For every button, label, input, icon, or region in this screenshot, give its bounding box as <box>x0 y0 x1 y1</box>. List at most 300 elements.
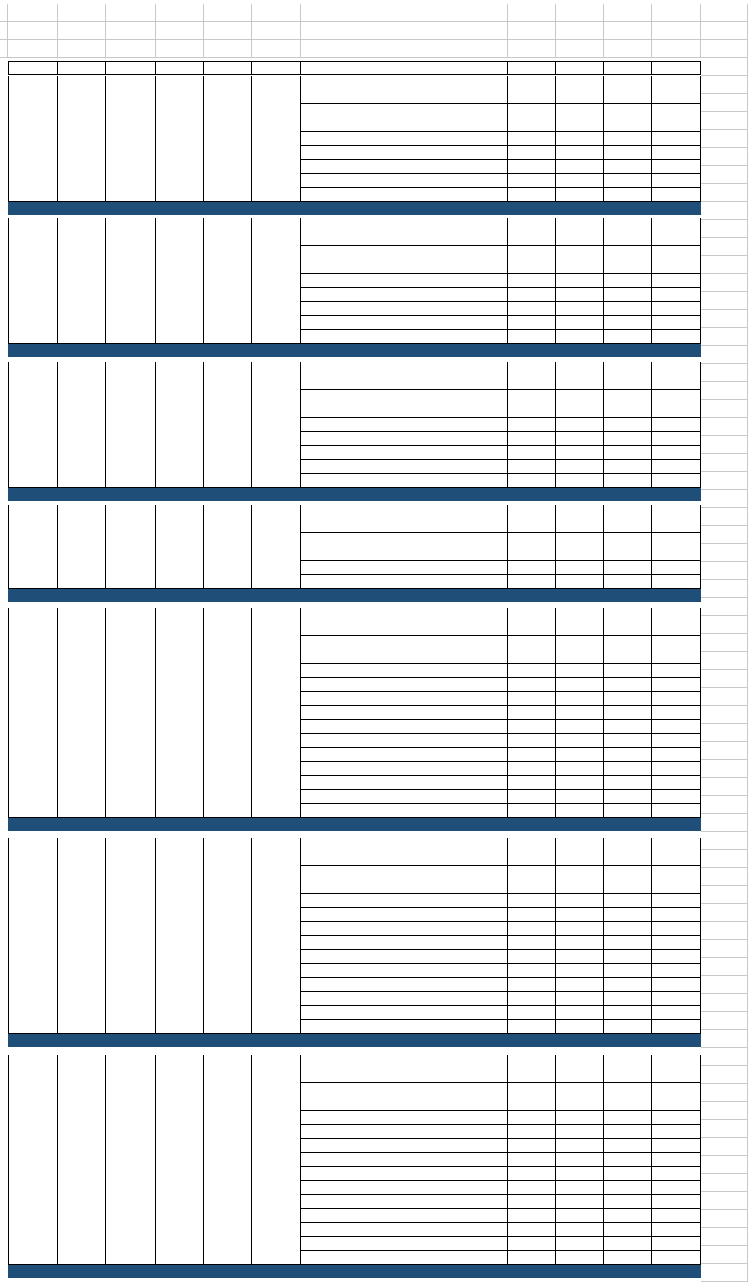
empty-cell[interactable] <box>701 76 748 94</box>
resource-price[interactable] <box>604 188 652 202</box>
resource-price[interactable] <box>604 474 652 488</box>
resource-price[interactable] <box>604 218 652 246</box>
resource-qty[interactable] <box>508 762 556 776</box>
empty-cell[interactable] <box>701 1156 748 1174</box>
resource-qty[interactable] <box>508 1251 556 1265</box>
resource-price[interactable] <box>604 608 652 636</box>
resource-unit[interactable] <box>556 218 604 246</box>
resource-name[interactable] <box>301 1125 508 1139</box>
quota-code[interactable] <box>8 505 58 589</box>
resource-name[interactable] <box>301 474 508 488</box>
resource-price[interactable] <box>604 838 652 866</box>
empty-cell[interactable] <box>604 22 652 40</box>
resource-qty[interactable] <box>508 866 556 894</box>
empty-cell[interactable] <box>701 976 748 994</box>
resource-unit[interactable] <box>556 720 604 734</box>
empty-cell[interactable] <box>508 22 556 40</box>
resource-qty[interactable] <box>508 734 556 748</box>
resource-qty[interactable] <box>508 174 556 188</box>
resource-unit[interactable] <box>556 978 604 992</box>
resource-total[interactable] <box>652 1125 701 1139</box>
empty-cell[interactable] <box>701 220 748 238</box>
resource-unit[interactable] <box>556 922 604 936</box>
empty-cell[interactable] <box>701 922 748 940</box>
resource-unit[interactable] <box>556 776 604 790</box>
resource-price[interactable] <box>604 132 652 146</box>
empty-cell[interactable] <box>701 346 748 364</box>
resource-total[interactable] <box>652 132 701 146</box>
quota-type[interactable] <box>106 76 156 202</box>
resource-total[interactable] <box>652 188 701 202</box>
resource-price[interactable] <box>604 160 652 174</box>
resource-name[interactable] <box>301 936 508 950</box>
resource-unit[interactable] <box>556 288 604 302</box>
resource-unit[interactable] <box>556 964 604 978</box>
resource-total[interactable] <box>652 992 701 1006</box>
resource-unit[interactable] <box>556 1181 604 1195</box>
resource-price[interactable] <box>604 446 652 460</box>
empty-cell[interactable] <box>701 454 748 472</box>
header-7[interactable] <box>508 61 556 75</box>
quota-type[interactable] <box>106 505 156 589</box>
resource-qty[interactable] <box>508 706 556 720</box>
resource-name[interactable] <box>301 762 508 776</box>
resource-total[interactable] <box>652 1006 701 1020</box>
resource-qty[interactable] <box>508 748 556 762</box>
resource-price[interactable] <box>604 330 652 344</box>
resource-qty[interactable] <box>508 894 556 908</box>
resource-unit[interactable] <box>556 636 604 664</box>
resource-total[interactable] <box>652 274 701 288</box>
resource-name[interactable] <box>301 734 508 748</box>
resource-total[interactable] <box>652 762 701 776</box>
resource-qty[interactable] <box>508 160 556 174</box>
empty-cell[interactable] <box>701 436 748 454</box>
empty-cell[interactable] <box>701 688 748 706</box>
resource-qty[interactable] <box>508 1111 556 1125</box>
empty-cell[interactable] <box>701 130 748 148</box>
header-3[interactable] <box>156 61 204 75</box>
resource-name[interactable] <box>301 692 508 706</box>
resource-name[interactable] <box>301 505 508 533</box>
quota-code[interactable] <box>8 76 58 202</box>
resource-name[interactable] <box>301 992 508 1006</box>
resource-name[interactable] <box>301 894 508 908</box>
resource-name[interactable] <box>301 908 508 922</box>
resource-unit[interactable] <box>556 316 604 330</box>
resource-name[interactable] <box>301 446 508 460</box>
resource-unit[interactable] <box>556 561 604 575</box>
resource-qty[interactable] <box>508 104 556 132</box>
resource-qty[interactable] <box>508 1223 556 1237</box>
empty-cell[interactable] <box>701 580 748 598</box>
quota-price[interactable] <box>252 838 301 1034</box>
empty-cell[interactable] <box>252 22 301 40</box>
resource-price[interactable] <box>604 1167 652 1181</box>
resource-qty[interactable] <box>508 1167 556 1181</box>
resource-price[interactable] <box>604 1181 652 1195</box>
resource-total[interactable] <box>652 160 701 174</box>
empty-cell[interactable] <box>701 1120 748 1138</box>
resource-total[interactable] <box>652 418 701 432</box>
resource-total[interactable] <box>652 362 701 390</box>
empty-cell[interactable] <box>701 1048 748 1066</box>
resource-unit[interactable] <box>556 706 604 720</box>
resource-price[interactable] <box>604 762 652 776</box>
empty-cell[interactable] <box>701 958 748 976</box>
quota-type[interactable] <box>106 362 156 488</box>
resource-qty[interactable] <box>508 575 556 589</box>
empty-cell[interactable] <box>701 1030 748 1048</box>
resource-name[interactable] <box>301 1153 508 1167</box>
resource-price[interactable] <box>604 664 652 678</box>
resource-unit[interactable] <box>556 132 604 146</box>
resource-name[interactable] <box>301 330 508 344</box>
empty-cell[interactable] <box>8 4 58 22</box>
empty-cell[interactable] <box>701 184 748 202</box>
resource-total[interactable] <box>652 1153 701 1167</box>
resource-name[interactable] <box>301 608 508 636</box>
empty-cell[interactable] <box>701 760 748 778</box>
resource-total[interactable] <box>652 1020 701 1034</box>
empty-cell[interactable] <box>701 274 748 292</box>
resource-total[interactable] <box>652 146 701 160</box>
resource-name[interactable] <box>301 866 508 894</box>
resource-price[interactable] <box>604 936 652 950</box>
resource-unit[interactable] <box>556 432 604 446</box>
resource-total[interactable] <box>652 678 701 692</box>
resource-qty[interactable] <box>508 218 556 246</box>
resource-unit[interactable] <box>556 474 604 488</box>
resource-unit[interactable] <box>556 1006 604 1020</box>
empty-cell[interactable] <box>604 4 652 22</box>
resource-price[interactable] <box>604 992 652 1006</box>
empty-cell[interactable] <box>701 850 748 868</box>
quota-price[interactable] <box>252 608 301 818</box>
resource-unit[interactable] <box>556 992 604 1006</box>
resource-price[interactable] <box>604 706 652 720</box>
resource-price[interactable] <box>604 1055 652 1083</box>
resource-name[interactable] <box>301 1181 508 1195</box>
quota-unit[interactable] <box>204 218 252 344</box>
resource-unit[interactable] <box>556 246 604 274</box>
empty-cell[interactable] <box>701 652 748 670</box>
resource-price[interactable] <box>604 505 652 533</box>
resource-name[interactable] <box>301 288 508 302</box>
empty-cell[interactable] <box>701 598 748 616</box>
empty-cell[interactable] <box>701 526 748 544</box>
empty-cell[interactable] <box>701 328 748 346</box>
resource-unit[interactable] <box>556 804 604 818</box>
empty-cell[interactable] <box>556 22 604 40</box>
resource-unit[interactable] <box>556 1167 604 1181</box>
resource-total[interactable] <box>652 908 701 922</box>
empty-cell[interactable] <box>701 1084 748 1102</box>
empty-cell[interactable] <box>701 148 748 166</box>
empty-cell[interactable] <box>701 544 748 562</box>
resource-unit[interactable] <box>556 302 604 316</box>
resource-unit[interactable] <box>556 838 604 866</box>
empty-cell[interactable] <box>701 4 748 22</box>
quota-unit[interactable] <box>204 1055 252 1265</box>
resource-price[interactable] <box>604 246 652 274</box>
resource-name[interactable] <box>301 188 508 202</box>
resource-price[interactable] <box>604 790 652 804</box>
resource-unit[interactable] <box>556 362 604 390</box>
resource-price[interactable] <box>604 922 652 936</box>
empty-cell[interactable] <box>701 1012 748 1030</box>
resource-qty[interactable] <box>508 1083 556 1111</box>
resource-name[interactable] <box>301 950 508 964</box>
empty-cell[interactable] <box>701 724 748 742</box>
empty-cell[interactable] <box>701 940 748 958</box>
empty-cell[interactable] <box>604 40 652 58</box>
empty-cell[interactable] <box>701 94 748 112</box>
resource-total[interactable] <box>652 174 701 188</box>
resource-name[interactable] <box>301 575 508 589</box>
resource-unit[interactable] <box>556 1153 604 1167</box>
resource-price[interactable] <box>604 950 652 964</box>
resource-total[interactable] <box>652 533 701 561</box>
resource-qty[interactable] <box>508 692 556 706</box>
resource-unit[interactable] <box>556 446 604 460</box>
resource-price[interactable] <box>604 561 652 575</box>
empty-cell[interactable] <box>701 1138 748 1156</box>
resource-unit[interactable] <box>556 76 604 104</box>
resource-total[interactable] <box>652 748 701 762</box>
resource-name[interactable] <box>301 460 508 474</box>
quota-price[interactable] <box>252 76 301 202</box>
resource-unit[interactable] <box>556 146 604 160</box>
resource-qty[interactable] <box>508 1195 556 1209</box>
resource-unit[interactable] <box>556 664 604 678</box>
header-0[interactable] <box>8 61 58 75</box>
resource-total[interactable] <box>652 790 701 804</box>
empty-cell[interactable] <box>701 1246 748 1264</box>
resource-total[interactable] <box>652 950 701 964</box>
resource-unit[interactable] <box>556 1111 604 1125</box>
resource-total[interactable] <box>652 474 701 488</box>
resource-total[interactable] <box>652 76 701 104</box>
quota-name[interactable] <box>58 838 106 1034</box>
resource-name[interactable] <box>301 432 508 446</box>
resource-qty[interactable] <box>508 432 556 446</box>
resource-total[interactable] <box>652 1055 701 1083</box>
resource-unit[interactable] <box>556 1020 604 1034</box>
quota-qty[interactable] <box>156 76 204 202</box>
resource-qty[interactable] <box>508 678 556 692</box>
empty-cell[interactable] <box>106 4 156 22</box>
resource-qty[interactable] <box>508 992 556 1006</box>
resource-qty[interactable] <box>508 664 556 678</box>
empty-cell[interactable] <box>701 1264 748 1282</box>
resource-unit[interactable] <box>556 575 604 589</box>
resource-price[interactable] <box>604 1223 652 1237</box>
resource-name[interactable] <box>301 720 508 734</box>
empty-cell[interactable] <box>701 202 748 220</box>
empty-cell[interactable] <box>701 616 748 634</box>
resource-unit[interactable] <box>556 505 604 533</box>
resource-qty[interactable] <box>508 533 556 561</box>
resource-price[interactable] <box>604 1237 652 1251</box>
resource-unit[interactable] <box>556 533 604 561</box>
resource-total[interactable] <box>652 1237 701 1251</box>
resource-unit[interactable] <box>556 1237 604 1251</box>
resource-name[interactable] <box>301 1251 508 1265</box>
resource-name[interactable] <box>301 561 508 575</box>
quota-name[interactable] <box>58 76 106 202</box>
empty-cell[interactable] <box>701 364 748 382</box>
resource-total[interactable] <box>652 1083 701 1111</box>
empty-cell[interactable] <box>701 40 748 58</box>
resource-total[interactable] <box>652 1111 701 1125</box>
resource-price[interactable] <box>604 104 652 132</box>
resource-qty[interactable] <box>508 608 556 636</box>
resource-name[interactable] <box>301 978 508 992</box>
resource-unit[interactable] <box>556 1209 604 1223</box>
resource-unit[interactable] <box>556 1055 604 1083</box>
resource-qty[interactable] <box>508 561 556 575</box>
resource-price[interactable] <box>604 302 652 316</box>
resource-name[interactable] <box>301 533 508 561</box>
resource-qty[interactable] <box>508 446 556 460</box>
resource-price[interactable] <box>604 432 652 446</box>
resource-total[interactable] <box>652 608 701 636</box>
header-2[interactable] <box>106 61 156 75</box>
resource-total[interactable] <box>652 446 701 460</box>
resource-unit[interactable] <box>556 908 604 922</box>
quota-price[interactable] <box>252 362 301 488</box>
resource-total[interactable] <box>652 316 701 330</box>
resource-price[interactable] <box>604 748 652 762</box>
quota-code[interactable] <box>8 218 58 344</box>
resource-unit[interactable] <box>556 692 604 706</box>
resource-total[interactable] <box>652 288 701 302</box>
resource-price[interactable] <box>604 978 652 992</box>
empty-cell[interactable] <box>0 22 8 40</box>
resource-total[interactable] <box>652 432 701 446</box>
empty-cell[interactable] <box>701 58 748 76</box>
resource-qty[interactable] <box>508 964 556 978</box>
header-5[interactable] <box>252 61 301 75</box>
quota-qty[interactable] <box>156 362 204 488</box>
resource-qty[interactable] <box>508 460 556 474</box>
resource-total[interactable] <box>652 734 701 748</box>
resource-price[interactable] <box>604 964 652 978</box>
report-title[interactable] <box>200 8 520 24</box>
resource-name[interactable] <box>301 1237 508 1251</box>
resource-total[interactable] <box>652 720 701 734</box>
empty-cell[interactable] <box>701 382 748 400</box>
resource-unit[interactable] <box>556 390 604 418</box>
resource-unit[interactable] <box>556 460 604 474</box>
resource-total[interactable] <box>652 561 701 575</box>
resource-name[interactable] <box>301 1006 508 1020</box>
empty-cell[interactable] <box>701 796 748 814</box>
empty-cell[interactable] <box>701 994 748 1012</box>
quota-type[interactable] <box>106 608 156 818</box>
resource-name[interactable] <box>301 1195 508 1209</box>
resource-total[interactable] <box>652 776 701 790</box>
resource-price[interactable] <box>604 533 652 561</box>
quota-type[interactable] <box>106 1055 156 1265</box>
header-6[interactable] <box>301 61 508 75</box>
resource-name[interactable] <box>301 636 508 664</box>
empty-cell[interactable] <box>701 166 748 184</box>
quota-qty[interactable] <box>156 1055 204 1265</box>
resource-total[interactable] <box>652 330 701 344</box>
header-8[interactable] <box>556 61 604 75</box>
resource-price[interactable] <box>604 76 652 104</box>
empty-cell[interactable] <box>701 400 748 418</box>
quota-qty[interactable] <box>156 608 204 818</box>
quota-code[interactable] <box>8 1055 58 1265</box>
empty-cell[interactable] <box>701 1066 748 1084</box>
resource-qty[interactable] <box>508 288 556 302</box>
resource-price[interactable] <box>604 1111 652 1125</box>
empty-cell[interactable] <box>701 256 748 274</box>
resource-qty[interactable] <box>508 390 556 418</box>
resource-price[interactable] <box>604 866 652 894</box>
quota-type[interactable] <box>106 838 156 1034</box>
header-9[interactable] <box>604 61 652 75</box>
resource-price[interactable] <box>604 1139 652 1153</box>
empty-cell[interactable] <box>701 1102 748 1120</box>
resource-qty[interactable] <box>508 246 556 274</box>
resource-name[interactable] <box>301 246 508 274</box>
resource-total[interactable] <box>652 936 701 950</box>
resource-name[interactable] <box>301 1209 508 1223</box>
resource-total[interactable] <box>652 246 701 274</box>
quota-code[interactable] <box>8 838 58 1034</box>
resource-qty[interactable] <box>508 838 556 866</box>
resource-price[interactable] <box>604 720 652 734</box>
quota-qty[interactable] <box>156 838 204 1034</box>
resource-price[interactable] <box>604 908 652 922</box>
quota-name[interactable] <box>58 1055 106 1265</box>
quota-name[interactable] <box>58 505 106 589</box>
empty-cell[interactable] <box>701 778 748 796</box>
quota-price[interactable] <box>252 1055 301 1265</box>
quota-unit[interactable] <box>204 838 252 1034</box>
quota-price[interactable] <box>252 505 301 589</box>
resource-name[interactable] <box>301 302 508 316</box>
quota-qty[interactable] <box>156 505 204 589</box>
resource-total[interactable] <box>652 1167 701 1181</box>
resource-unit[interactable] <box>556 1251 604 1265</box>
resource-name[interactable] <box>301 146 508 160</box>
resource-name[interactable] <box>301 706 508 720</box>
resource-total[interactable] <box>652 964 701 978</box>
empty-cell[interactable] <box>252 40 301 58</box>
resource-total[interactable] <box>652 575 701 589</box>
resource-qty[interactable] <box>508 776 556 790</box>
resource-qty[interactable] <box>508 76 556 104</box>
resource-price[interactable] <box>604 1006 652 1020</box>
resource-name[interactable] <box>301 678 508 692</box>
empty-cell[interactable] <box>701 886 748 904</box>
resource-qty[interactable] <box>508 362 556 390</box>
resource-price[interactable] <box>604 776 652 790</box>
resource-qty[interactable] <box>508 1125 556 1139</box>
resource-qty[interactable] <box>508 274 556 288</box>
empty-cell[interactable] <box>701 562 748 580</box>
resource-unit[interactable] <box>556 748 604 762</box>
resource-total[interactable] <box>652 1223 701 1237</box>
resource-total[interactable] <box>652 692 701 706</box>
resource-unit[interactable] <box>556 1195 604 1209</box>
empty-cell[interactable] <box>701 904 748 922</box>
